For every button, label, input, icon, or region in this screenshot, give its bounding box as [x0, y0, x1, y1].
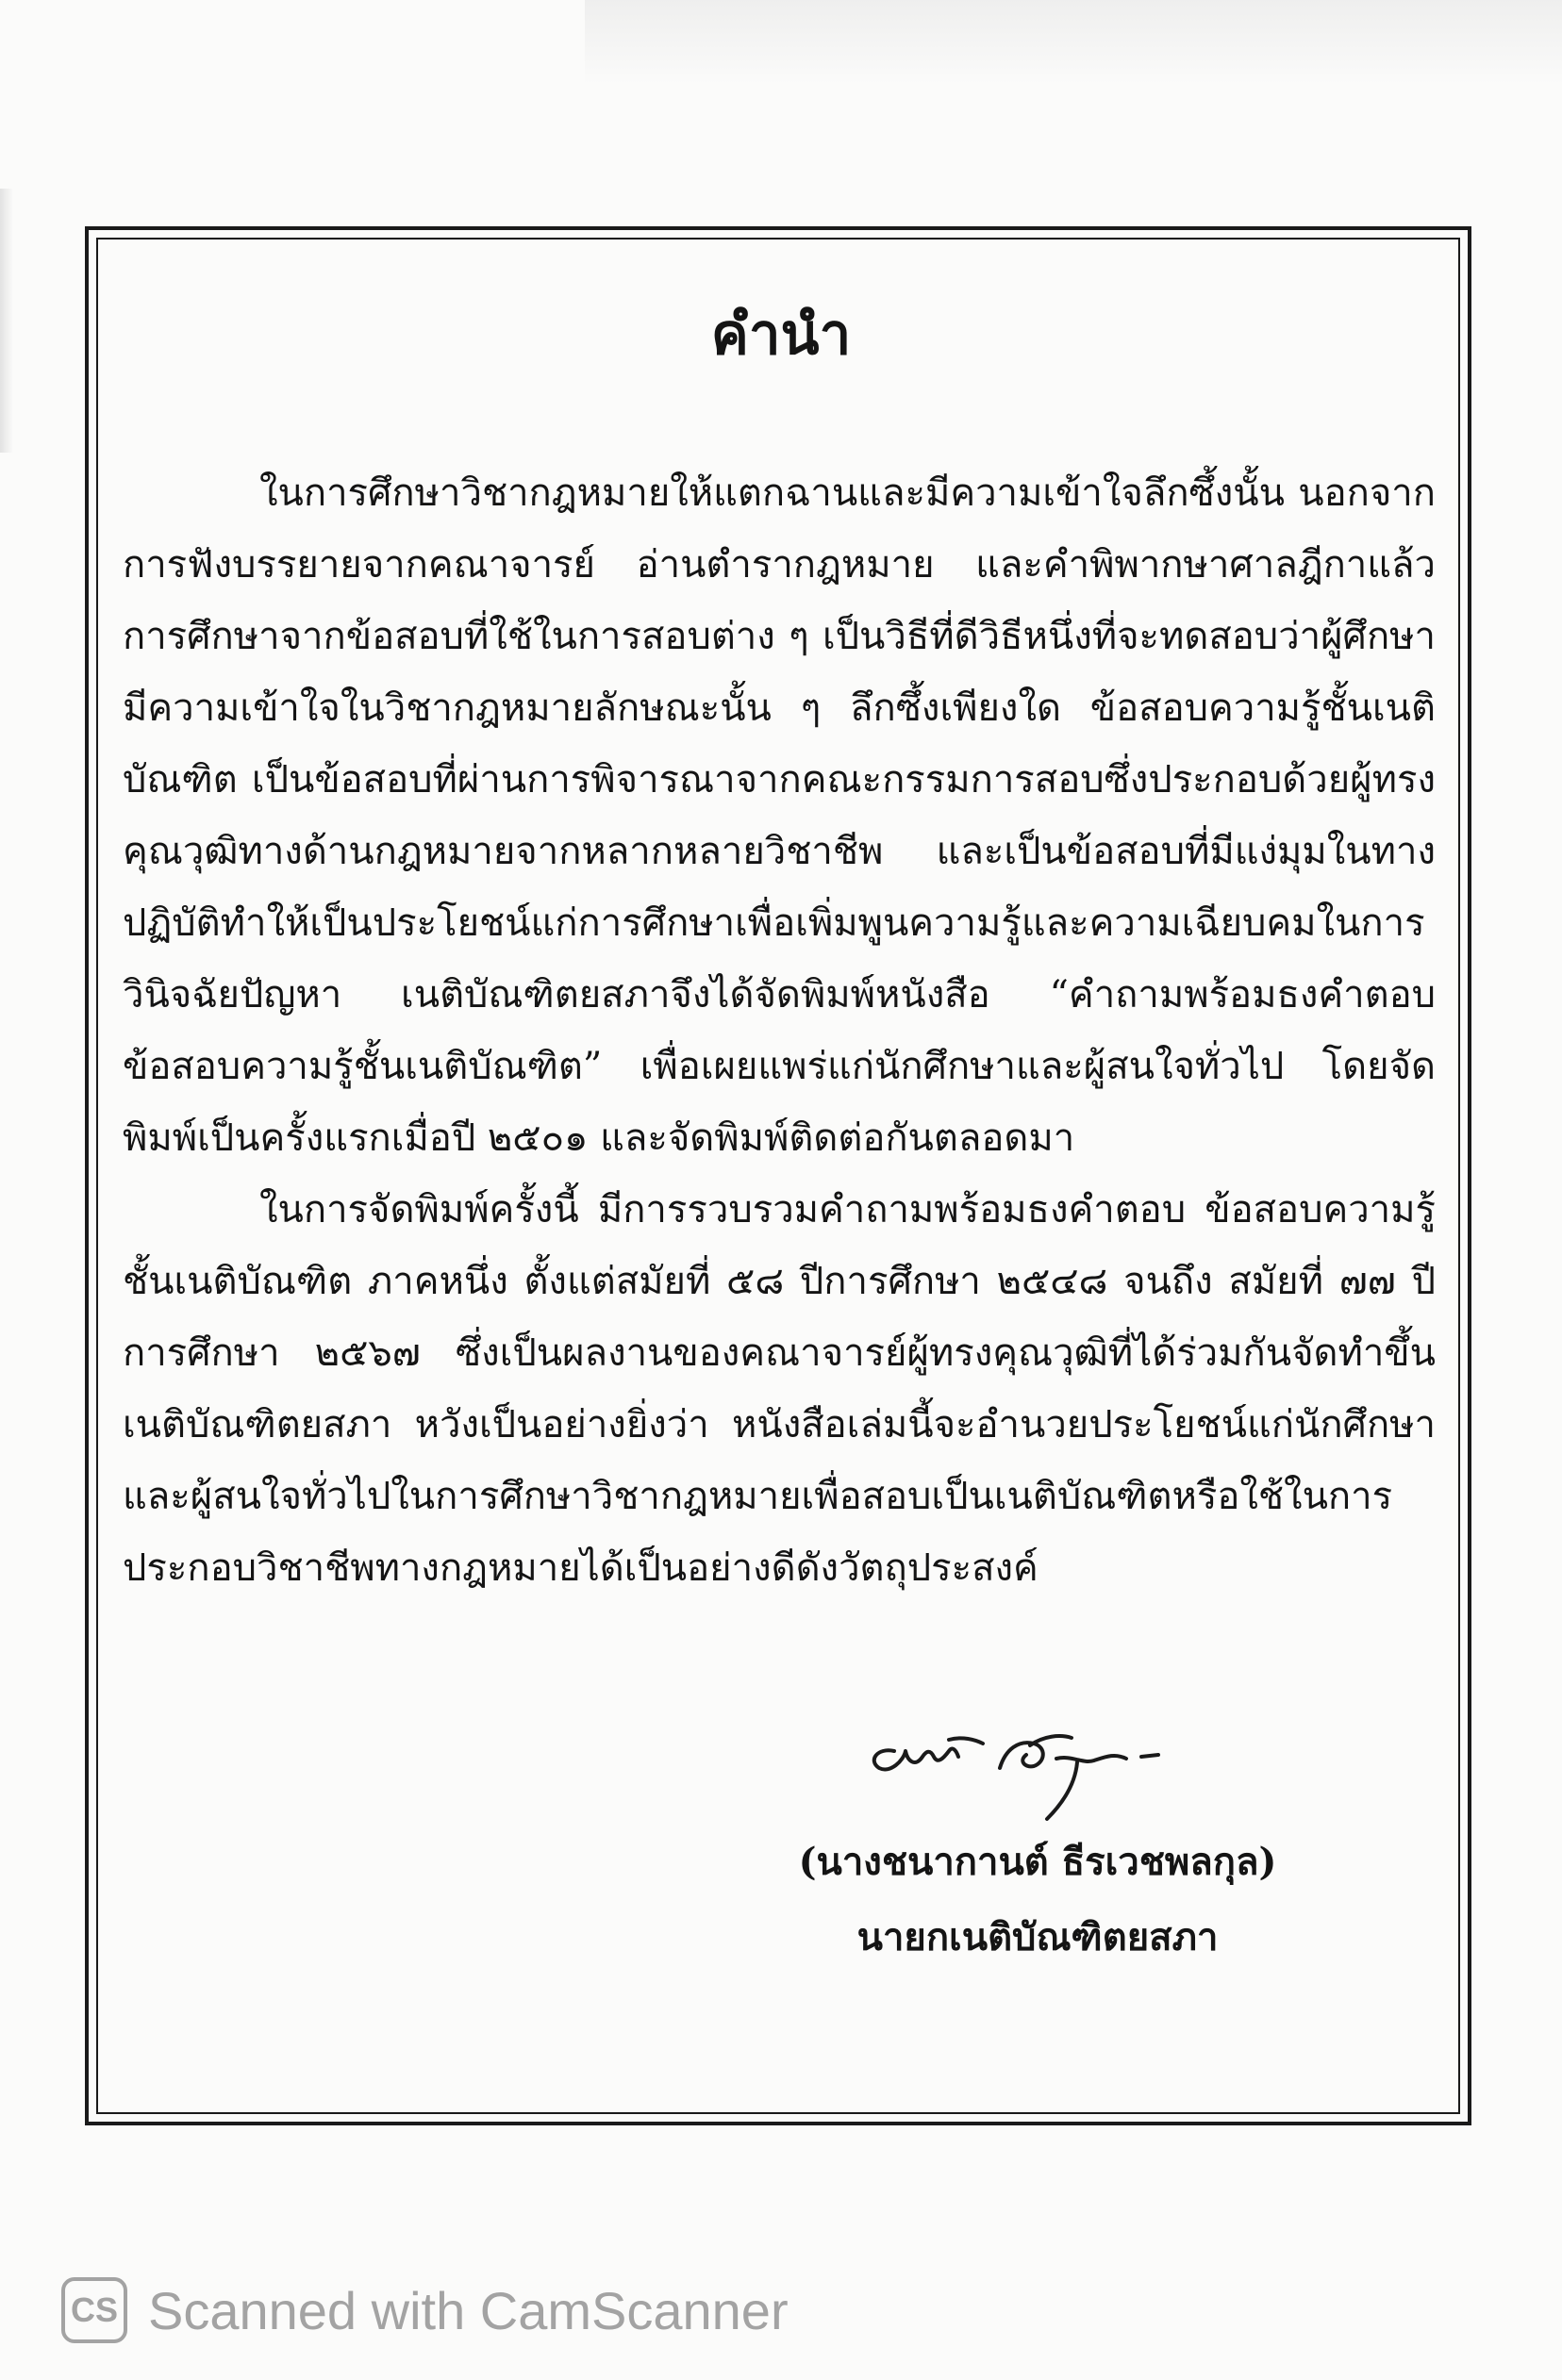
camscanner-logo-icon: CS — [61, 2277, 127, 2343]
handwritten-signature — [858, 1702, 1255, 1825]
signatory-name: (นางชนากานต์ ธีรเวชพลกุล) — [798, 1840, 1277, 1884]
paragraph-1: ในการศึกษาวิชากฎหมายให้แตกฉานและมีความเข้าใจลึกซึ้งนั้น นอกจากการฟังบรรยายจากคณาจารย์ อ่านตำรากฎหมาย และคำพิพากษาศาลฎีกาแล้ว การศึกษาจากข้อสอบที่ใช้ในการสอบต่าง ๆ เป็นวิธีที่ดีวิธีหนึ่งที่จะทดสอบว่าผู้ศึกษามีความเข้าใจในวิชากฎหมายลักษณะนั้น ๆ ลึกซึ้งเพียงใด ข้อสอบความรู้ชั้นเนติบัณฑิต เป็นข้อสอบที่ผ่านการพิจารณาจากคณะกรรมการสอบซึ่งประกอบด้วยผู้ทรงคุณวุฒิทางด้านกฎหมายจากหลากหลายวิชาชีพ และเป็นข้อสอบที่มีแง่มุมในทางปฏิบัติทำให้เป็นประโยชน์แก่การศึกษาเพื่อเพิ่มพูนความรู้และความเฉียบคมในการวินิจฉัยปัญหา เนติบัณฑิตยสภาจึงได้จัดพิมพ์หนังสือ “คำถามพร้อมธงคำตอบข้อสอบความรู้ชั้นเนติบัณฑิต” เพื่อเผยแพร่แก่นักศึกษาและผู้สนใจทั่วไป โดยจัดพิมพ์เป็นครั้งแรกเมื่อปี ๒๕๐๑ และจัดพิมพ์ติดต่อกันตลอดมา — [123, 471, 1436, 1160]
signatory-position: นายกเนติบัณฑิตยสภา — [856, 1915, 1219, 1959]
paragraph-2: ในการจัดพิมพ์ครั้งนี้ มีการรวบรวมคำถามพร้อมธงคำตอบ ข้อสอบความรู้ชั้นเนติบัณฑิต ภาคหนึ่ง ตั้งแต่สมัยที่ ๕๘ ปีการศึกษา ๒๕๔๘ จนถึง สมัยที่ ๗๗ ปีการศึกษา ๒๕๖๗ ซึ่งเป็นผลงานของคณาจารย์ผู้ทรงคุณวุฒิที่ได้ร่วมกันจัดทำขึ้น เนติบัณฑิตยสภา หวังเป็นอย่างยิ่งว่า หนังสือเล่มนี้จะอำนวยประโยชน์แก่นักศึกษาและผู้สนใจทั่วไปในการศึกษาวิชากฎหมายเพื่อสอบเป็นเนติบัณฑิตหรือใช้ในการประกอบวิชาชีพทางกฎหมายได้เป็นอย่างดีดังวัตถุประสงค์ — [123, 1188, 1436, 1590]
camscanner-watermark — [61, 2273, 789, 2348]
scan-shadow-top — [585, 0, 1562, 85]
foreword-body — [123, 457, 1436, 1604]
watermark-text: Scanned with CamScanner — [148, 2280, 789, 2340]
page-title: คำนำ — [710, 302, 852, 368]
